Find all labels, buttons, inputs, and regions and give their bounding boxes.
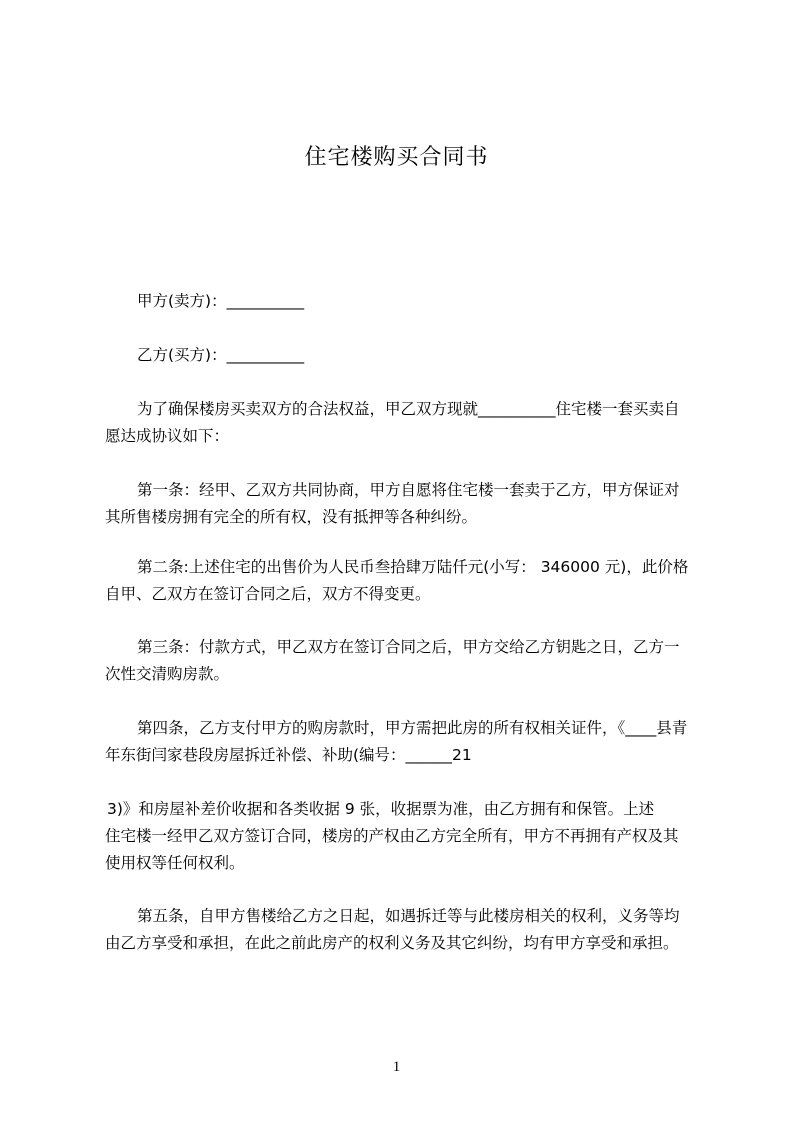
article-2-line-2: 自甲、乙双方在签订合同之后，双方不得变更。 xyxy=(105,585,431,603)
article-5-line-2: 由乙方享受和承担，在此之前此房产的权利义务及其它纠纷，均有甲方享受和承担。 xyxy=(105,934,679,952)
page-number: 1 xyxy=(392,1059,401,1075)
article-3-line-2: 次性交清购房款。 xyxy=(105,665,230,683)
article-4-line-4: 住宅楼一经甲乙双方签订合同，楼房的产权由乙方完全所有，甲方不再拥有产权及其 xyxy=(105,827,679,845)
seller-party-line: 甲方(卖方)：__________ xyxy=(137,292,305,310)
article-2-line-1: 第二条:上述住宅的出售价为人民币叁拾肆万陆仟元(小写： 346000 元)，此价格 xyxy=(137,558,689,576)
preamble-line-2: 愿达成协议如下： xyxy=(105,427,230,445)
article-4-line-3: 3)》和房屋补差价收据和各类收据 9 张，收据票为准，由乙方拥有和保管。上述 xyxy=(107,800,655,818)
article-4-line-5: 使用权等任何权利。 xyxy=(105,854,245,872)
document-title: 住宅楼购买合同书 xyxy=(304,145,489,170)
article-3-line-1: 第三条：付款方式，甲乙双方在签订合同之后，甲方交给乙方钥匙之日，乙方一 xyxy=(137,638,680,656)
article-5-line-1: 第五条，自甲方售楼给乙方之日起，如遇拆迁等与此楼房相关的权利，义务等均 xyxy=(137,907,680,925)
article-1-line-1: 第一条：经甲、乙双方共同协商，甲方自愿将住宅楼一套卖于乙方，甲方保证对 xyxy=(137,481,680,499)
article-4-line-1: 第四条，乙方支付甲方的购房款时，甲方需把此房的所有权相关证件，《____县青 xyxy=(137,719,688,737)
article-4-line-2: 年东街闫家巷段房屋拆迁补偿、补助(编号：______21 xyxy=(105,746,472,764)
preamble-line-1: 为了确保楼房买卖双方的合法权益，甲乙双方现就__________住宅楼一套买卖自 xyxy=(137,400,680,418)
buyer-party-line: 乙方(买方)：__________ xyxy=(137,346,305,364)
article-1-line-2: 其所售楼房拥有完全的所有权，没有抵押等各种纠纷。 xyxy=(105,508,478,526)
